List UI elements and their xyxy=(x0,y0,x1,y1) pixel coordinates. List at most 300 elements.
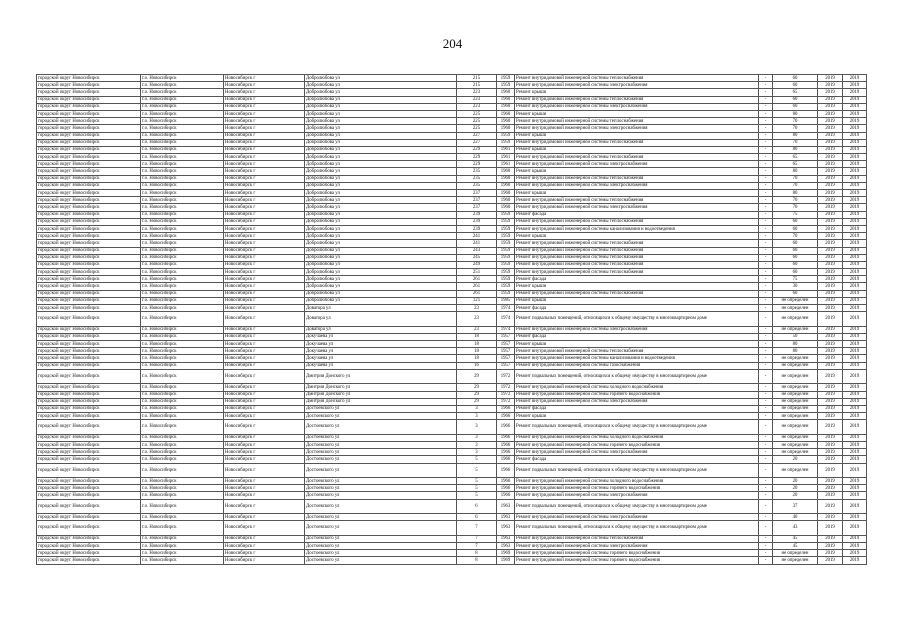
municipality-cell: городской округ Новосибирск xyxy=(37,247,141,254)
table-row xyxy=(37,218,867,225)
work-type-cell: Ремонт внутридомовой инженерной системы электроснабжения xyxy=(515,103,759,110)
locality-cell: г.о. Новосибирск xyxy=(141,240,224,247)
house-number-cell: 237 xyxy=(457,204,497,211)
start-year-cell: 2019 xyxy=(818,276,843,283)
build-year-cell: 1959 xyxy=(497,132,515,139)
city-cell: Новосибирск г xyxy=(224,492,305,499)
house-number-cell: 7 xyxy=(457,535,497,542)
house-number-cell: 241 xyxy=(457,233,497,240)
build-year-cell: 1960 xyxy=(497,96,515,103)
build-year-cell: 1963 xyxy=(497,499,515,514)
municipality-cell: городской округ Новосибирск xyxy=(37,434,141,441)
end-year-cell: 2019 xyxy=(843,125,867,132)
city-cell: Новосибирск г xyxy=(224,478,305,485)
work-type-cell: Ремонт подвальных помещений, относящихся к общему имуществу в многоквартирном доме xyxy=(515,521,759,536)
municipality-cell: городской округ Новосибирск xyxy=(37,204,141,211)
dash-cell: - xyxy=(759,485,773,492)
dash-cell: - xyxy=(759,290,773,297)
locality-cell: г.о. Новосибирск xyxy=(141,89,224,96)
cost-cell: 40 xyxy=(773,514,818,521)
build-year-cell: 1966 xyxy=(497,485,515,492)
cost-cell: 80 xyxy=(773,190,818,197)
work-type-cell: Ремонт крыши xyxy=(515,132,759,139)
end-year-cell: 2019 xyxy=(843,557,867,564)
locality-cell: г.о. Новосибирск xyxy=(141,247,224,254)
work-type-cell: Ремонт внутридомовой инженерной системы теплоснабжения xyxy=(515,535,759,542)
table-row xyxy=(37,175,867,182)
table-row xyxy=(37,348,867,355)
street-cell: Добролюбова ул xyxy=(305,82,457,89)
work-type-cell: Ремонт внутридомовой инженерной системы электроснабжения xyxy=(515,449,759,456)
table-row xyxy=(37,154,867,161)
start-year-cell: 2019 xyxy=(818,175,843,182)
end-year-cell: 2019 xyxy=(843,398,867,405)
build-year-cell: 1966 xyxy=(497,449,515,456)
locality-cell: г.о. Новосибирск xyxy=(141,190,224,197)
build-year-cell: 1963 xyxy=(497,535,515,542)
street-cell: Достоевского ул xyxy=(305,535,457,542)
work-type-cell: Ремонт внутридомовой инженерной системы холодного водоснабжения xyxy=(515,478,759,485)
street-cell: Добролюбова ул xyxy=(305,89,457,96)
street-cell: Добролюбова ул xyxy=(305,218,457,225)
end-year-cell: 2019 xyxy=(843,154,867,161)
cost-cell: 45 xyxy=(773,535,818,542)
end-year-cell: 2019 xyxy=(843,384,867,391)
table-row xyxy=(37,557,867,564)
cost-cell: 60 xyxy=(773,218,818,225)
city-cell: Новосибирск г xyxy=(224,168,305,175)
house-number-cell: 223 xyxy=(457,96,497,103)
end-year-cell: 2019 xyxy=(843,312,867,327)
locality-cell: г.о. Новосибирск xyxy=(141,146,224,153)
dash-cell: - xyxy=(759,269,773,276)
city-cell: Новосибирск г xyxy=(224,326,305,333)
table-row xyxy=(37,161,867,168)
street-cell: Добролюбова ул xyxy=(305,118,457,125)
work-type-cell: Ремонт крыши xyxy=(515,110,759,117)
start-year-cell: 2019 xyxy=(818,463,843,478)
end-year-cell: 2019 xyxy=(843,168,867,175)
cost-cell: 60 xyxy=(773,103,818,110)
end-year-cell: 2019 xyxy=(843,290,867,297)
city-cell: Новосибирск г xyxy=(224,211,305,218)
municipality-cell: городской округ Новосибирск xyxy=(37,103,141,110)
street-cell: Добролюбова ул xyxy=(305,254,457,261)
start-year-cell: 2019 xyxy=(818,132,843,139)
cost-cell: не определен xyxy=(773,405,818,412)
table-row xyxy=(37,204,867,211)
city-cell: Новосибирск г xyxy=(224,499,305,514)
dash-cell: - xyxy=(759,521,773,536)
dash-cell: - xyxy=(759,233,773,240)
dash-cell: - xyxy=(759,125,773,132)
dash-cell: - xyxy=(759,110,773,117)
table-row xyxy=(37,420,867,435)
start-year-cell: 2019 xyxy=(818,384,843,391)
build-year-cell: 1972 xyxy=(497,391,515,398)
work-type-cell: Ремонт фасада xyxy=(515,333,759,340)
street-cell: Достоевского ул xyxy=(305,405,457,412)
house-number-cell: 3 xyxy=(457,449,497,456)
work-type-cell: Ремонт внутридомовой инженерной системы теплоснабжения xyxy=(515,118,759,125)
work-type-cell: Ремонт внутридомовой инженерной системы теплоснабжения xyxy=(515,218,759,225)
street-cell: Добролюбова ул xyxy=(305,154,457,161)
locality-cell: г.о. Новосибирск xyxy=(141,82,224,89)
end-year-cell: 2019 xyxy=(843,514,867,521)
city-cell: Новосибирск г xyxy=(224,75,305,82)
end-year-cell: 2019 xyxy=(843,297,867,304)
start-year-cell: 2019 xyxy=(818,247,843,254)
end-year-cell: 2019 xyxy=(843,233,867,240)
work-type-cell: Ремонт внутридомовой инженерной системы канализования и водоотведения xyxy=(515,225,759,232)
end-year-cell: 2019 xyxy=(843,441,867,448)
street-cell: Достоевского ул xyxy=(305,550,457,557)
house-number-cell: 3 xyxy=(457,405,497,412)
start-year-cell: 2019 xyxy=(818,550,843,557)
locality-cell: г.о. Новосибирск xyxy=(141,269,224,276)
work-type-cell: Ремонт внутридомовой инженерной системы электроснабжения xyxy=(515,125,759,132)
cost-cell: не определен xyxy=(773,305,818,312)
start-year-cell: 2019 xyxy=(818,168,843,175)
end-year-cell: 2019 xyxy=(843,218,867,225)
build-year-cell: 1957 xyxy=(497,362,515,369)
end-year-cell: 2019 xyxy=(843,139,867,146)
city-cell: Новосибирск г xyxy=(224,514,305,521)
table-row xyxy=(37,269,867,276)
cost-cell: 70 xyxy=(773,118,818,125)
street-cell: Добролюбова ул xyxy=(305,96,457,103)
start-year-cell: 2019 xyxy=(818,204,843,211)
locality-cell: г.о. Новосибирск xyxy=(141,276,224,283)
end-year-cell: 2019 xyxy=(843,542,867,549)
municipality-cell: городской округ Новосибирск xyxy=(37,240,141,247)
table-row xyxy=(37,182,867,189)
build-year-cell: 1960 xyxy=(497,118,515,125)
dash-cell: - xyxy=(759,514,773,521)
table-row xyxy=(37,405,867,412)
cost-cell: 60 xyxy=(773,290,818,297)
work-type-cell: Ремонт внутридомовой инженерной системы горячего водоснабжения xyxy=(515,441,759,448)
table-row xyxy=(37,333,867,340)
end-year-cell: 2019 xyxy=(843,535,867,542)
city-cell: Новосибирск г xyxy=(224,290,305,297)
dash-cell: - xyxy=(759,182,773,189)
city-cell: Новосибирск г xyxy=(224,463,305,478)
build-year-cell: 1966 xyxy=(497,413,515,420)
build-year-cell: 1957 xyxy=(497,333,515,340)
cost-cell: не определен xyxy=(773,557,818,564)
work-type-cell: Ремонт фасада xyxy=(515,456,759,463)
build-year-cell: 1966 xyxy=(497,441,515,448)
start-year-cell: 2019 xyxy=(818,75,843,82)
dash-cell: - xyxy=(759,175,773,182)
locality-cell: г.о. Новосибирск xyxy=(141,535,224,542)
work-type-cell: Ремонт внутридомовой инженерной системы теплоснабжения xyxy=(515,247,759,254)
street-cell: Добролюбова ул xyxy=(305,240,457,247)
build-year-cell: 1959 xyxy=(497,225,515,232)
municipality-cell: городской округ Новосибирск xyxy=(37,218,141,225)
end-year-cell: 2019 xyxy=(843,405,867,412)
start-year-cell: 2019 xyxy=(818,96,843,103)
dash-cell: - xyxy=(759,240,773,247)
start-year-cell: 2019 xyxy=(818,290,843,297)
municipality-cell: городской округ Новосибирск xyxy=(37,550,141,557)
locality-cell: г.о. Новосибирск xyxy=(141,161,224,168)
city-cell: Новосибирск г xyxy=(224,341,305,348)
street-cell: Добролюбова ул xyxy=(305,175,457,182)
end-year-cell: 2019 xyxy=(843,211,867,218)
municipality-cell: городской округ Новосибирск xyxy=(37,118,141,125)
house-number-cell: 5 xyxy=(457,485,497,492)
municipality-cell: городской округ Новосибирск xyxy=(37,485,141,492)
dash-cell: - xyxy=(759,478,773,485)
house-number-cell: 225 xyxy=(457,110,497,117)
city-cell: Новосибирск г xyxy=(224,283,305,290)
table-row xyxy=(37,535,867,542)
start-year-cell: 2019 xyxy=(818,118,843,125)
municipality-cell: городской округ Новосибирск xyxy=(37,326,141,333)
city-cell: Новосибирск г xyxy=(224,190,305,197)
street-cell: Достоевского ул xyxy=(305,557,457,564)
end-year-cell: 2019 xyxy=(843,463,867,478)
street-cell: Добролюбова ул xyxy=(305,290,457,297)
locality-cell: г.о. Новосибирск xyxy=(141,391,224,398)
dash-cell: - xyxy=(759,362,773,369)
dash-cell: - xyxy=(759,391,773,398)
dash-cell: - xyxy=(759,413,773,420)
dash-cell: - xyxy=(759,283,773,290)
locality-cell: г.о. Новосибирск xyxy=(141,204,224,211)
end-year-cell: 2019 xyxy=(843,521,867,536)
dash-cell: - xyxy=(759,103,773,110)
end-year-cell: 2019 xyxy=(843,348,867,355)
city-cell: Новосибирск г xyxy=(224,542,305,549)
build-year-cell: 1960 xyxy=(497,89,515,96)
start-year-cell: 2019 xyxy=(818,434,843,441)
house-number-cell: 229 xyxy=(457,146,497,153)
locality-cell: г.о. Новосибирск xyxy=(141,297,224,304)
locality-cell: г.о. Новосибирск xyxy=(141,341,224,348)
table-row xyxy=(37,247,867,254)
locality-cell: г.о. Новосибирск xyxy=(141,405,224,412)
end-year-cell: 2019 xyxy=(843,485,867,492)
end-year-cell: 2019 xyxy=(843,305,867,312)
table-row xyxy=(37,441,867,448)
start-year-cell: 2019 xyxy=(818,420,843,435)
city-cell: Новосибирск г xyxy=(224,110,305,117)
build-year-cell: 1959 xyxy=(497,75,515,82)
street-cell: Докучаева ул xyxy=(305,341,457,348)
start-year-cell: 2019 xyxy=(818,161,843,168)
page-number: 204 xyxy=(442,36,463,51)
dash-cell: - xyxy=(759,535,773,542)
house-number-cell: 16 xyxy=(457,362,497,369)
street-cell: Добролюбова ул xyxy=(305,139,457,146)
build-year-cell: 1963 xyxy=(497,542,515,549)
end-year-cell: 2019 xyxy=(843,362,867,369)
start-year-cell: 2019 xyxy=(818,333,843,340)
street-cell: Достоевского ул xyxy=(305,499,457,514)
end-year-cell: 2019 xyxy=(843,492,867,499)
end-year-cell: 2019 xyxy=(843,391,867,398)
cost-cell: 60 xyxy=(773,247,818,254)
end-year-cell: 2019 xyxy=(843,478,867,485)
street-cell: Достоевского ул xyxy=(305,420,457,435)
dash-cell: - xyxy=(759,146,773,153)
start-year-cell: 2019 xyxy=(818,514,843,521)
dash-cell: - xyxy=(759,96,773,103)
cost-cell: 60 xyxy=(773,261,818,268)
build-year-cell: 1959 xyxy=(497,233,515,240)
street-cell: Достоевского ул xyxy=(305,413,457,420)
table-row xyxy=(37,514,867,521)
end-year-cell: 2019 xyxy=(843,247,867,254)
dash-cell: - xyxy=(759,312,773,327)
house-number-cell: 249 xyxy=(457,261,497,268)
start-year-cell: 2019 xyxy=(818,218,843,225)
street-cell: Дмитрия Донского ул xyxy=(305,398,457,405)
dash-cell: - xyxy=(759,276,773,283)
start-year-cell: 2019 xyxy=(818,492,843,499)
locality-cell: г.о. Новосибирск xyxy=(141,463,224,478)
start-year-cell: 2019 xyxy=(818,348,843,355)
house-number-cell: 241 xyxy=(457,240,497,247)
municipality-cell: городской округ Новосибирск xyxy=(37,333,141,340)
locality-cell: г.о. Новосибирск xyxy=(141,168,224,175)
house-number-cell: 6 xyxy=(457,514,497,521)
street-cell: Добролюбова ул xyxy=(305,190,457,197)
start-year-cell: 2019 xyxy=(818,211,843,218)
table-row xyxy=(37,132,867,139)
work-type-cell: Ремонт крыши xyxy=(515,341,759,348)
cost-cell: 43 xyxy=(773,521,818,536)
street-cell: Достоевского ул xyxy=(305,434,457,441)
locality-cell: г.о. Новосибирск xyxy=(141,197,224,204)
start-year-cell: 2019 xyxy=(818,478,843,485)
table-row xyxy=(37,341,867,348)
house-number-cell: 229 xyxy=(457,154,497,161)
locality-cell: г.о. Новосибирск xyxy=(141,413,224,420)
build-year-cell: 1974 xyxy=(497,326,515,333)
table-row xyxy=(37,197,867,204)
municipality-cell: городской округ Новосибирск xyxy=(37,492,141,499)
cost-cell: не определен xyxy=(773,441,818,448)
street-cell: Докучаева ул xyxy=(305,333,457,340)
dash-cell: - xyxy=(759,190,773,197)
start-year-cell: 2019 xyxy=(818,557,843,564)
table-row xyxy=(37,456,867,463)
municipality-cell: городской округ Новосибирск xyxy=(37,312,141,327)
locality-cell: г.о. Новосибирск xyxy=(141,384,224,391)
work-type-cell: Ремонт внутридомовой инженерной системы электроснабжения xyxy=(515,82,759,89)
city-cell: Новосибирск г xyxy=(224,521,305,536)
house-number-cell: 227 xyxy=(457,132,497,139)
build-year-cell: 1972 xyxy=(497,369,515,384)
municipality-cell: городской округ Новосибирск xyxy=(37,168,141,175)
street-cell: Достоевского ул xyxy=(305,456,457,463)
house-number-cell: 243 xyxy=(457,247,497,254)
work-type-cell: Ремонт внутридомовой инженерной системы газоснабжения xyxy=(515,362,759,369)
end-year-cell: 2019 xyxy=(843,413,867,420)
cost-cell: не определен xyxy=(773,369,818,384)
end-year-cell: 2019 xyxy=(843,333,867,340)
city-cell: Новосибирск г xyxy=(224,225,305,232)
table-row xyxy=(37,225,867,232)
street-cell: Дмитрия Донского ул xyxy=(305,384,457,391)
city-cell: Новосибирск г xyxy=(224,161,305,168)
end-year-cell: 2019 xyxy=(843,276,867,283)
municipality-cell: городской округ Новосибирск xyxy=(37,535,141,542)
cost-cell: 50 xyxy=(773,333,818,340)
locality-cell: г.о. Новосибирск xyxy=(141,521,224,536)
end-year-cell: 2019 xyxy=(843,420,867,435)
table-row xyxy=(37,276,867,283)
cost-cell: 60 xyxy=(773,82,818,89)
end-year-cell: 2019 xyxy=(843,190,867,197)
table-row xyxy=(37,326,867,333)
cost-cell: не определен xyxy=(773,384,818,391)
house-number-cell: 237 xyxy=(457,190,497,197)
house-number-cell: 237 xyxy=(457,197,497,204)
house-number-cell: 239 xyxy=(457,225,497,232)
dash-cell: - xyxy=(759,82,773,89)
house-number-cell: 3 xyxy=(457,434,497,441)
work-type-cell: Ремонт внутридомовой инженерной системы электроснабжения xyxy=(515,204,759,211)
city-cell: Новосибирск г xyxy=(224,441,305,448)
dash-cell: - xyxy=(759,225,773,232)
city-cell: Новосибирск г xyxy=(224,557,305,564)
municipality-cell: городской округ Новосибирск xyxy=(37,139,141,146)
locality-cell: г.о. Новосибирск xyxy=(141,492,224,499)
municipality-cell: городской округ Новосибирск xyxy=(37,175,141,182)
dash-cell: - xyxy=(759,254,773,261)
start-year-cell: 2019 xyxy=(818,89,843,96)
cost-cell: 60 xyxy=(773,254,818,261)
locality-cell: г.о. Новосибирск xyxy=(141,175,224,182)
dash-cell: - xyxy=(759,211,773,218)
start-year-cell: 2019 xyxy=(818,146,843,153)
table-row xyxy=(37,478,867,485)
table-row xyxy=(37,103,867,110)
municipality-cell: городской округ Новосибирск xyxy=(37,499,141,514)
build-year-cell: 1960 xyxy=(497,197,515,204)
street-cell: Достоевского ул xyxy=(305,542,457,549)
cost-cell: 20 xyxy=(773,456,818,463)
locality-cell: г.о. Новосибирск xyxy=(141,557,224,564)
city-cell: Новосибирск г xyxy=(224,233,305,240)
city-cell: Новосибирск г xyxy=(224,369,305,384)
work-type-cell: Ремонт внутридомовой инженерной системы теплоснабжения xyxy=(515,254,759,261)
cost-cell: не определен xyxy=(773,420,818,435)
dash-cell: - xyxy=(759,139,773,146)
municipality-cell: городской округ Новосибирск xyxy=(37,413,141,420)
locality-cell: г.о. Новосибирск xyxy=(141,514,224,521)
locality-cell: г.о. Новосибирск xyxy=(141,182,224,189)
start-year-cell: 2019 xyxy=(818,499,843,514)
build-year-cell: 1960 xyxy=(497,204,515,211)
municipality-cell: городской округ Новосибирск xyxy=(37,514,141,521)
build-year-cell: 1960 xyxy=(497,168,515,175)
dash-cell: - xyxy=(759,132,773,139)
street-cell: Добролюбова ул xyxy=(305,197,457,204)
work-type-cell: Ремонт внутридомовой инженерной системы теплоснабжения xyxy=(515,197,759,204)
start-year-cell: 2019 xyxy=(818,362,843,369)
house-number-cell: 5 xyxy=(457,463,497,478)
end-year-cell: 2019 xyxy=(843,326,867,333)
street-cell: Достоевского ул xyxy=(305,478,457,485)
locality-cell: г.о. Новосибирск xyxy=(141,110,224,117)
end-year-cell: 2019 xyxy=(843,146,867,153)
